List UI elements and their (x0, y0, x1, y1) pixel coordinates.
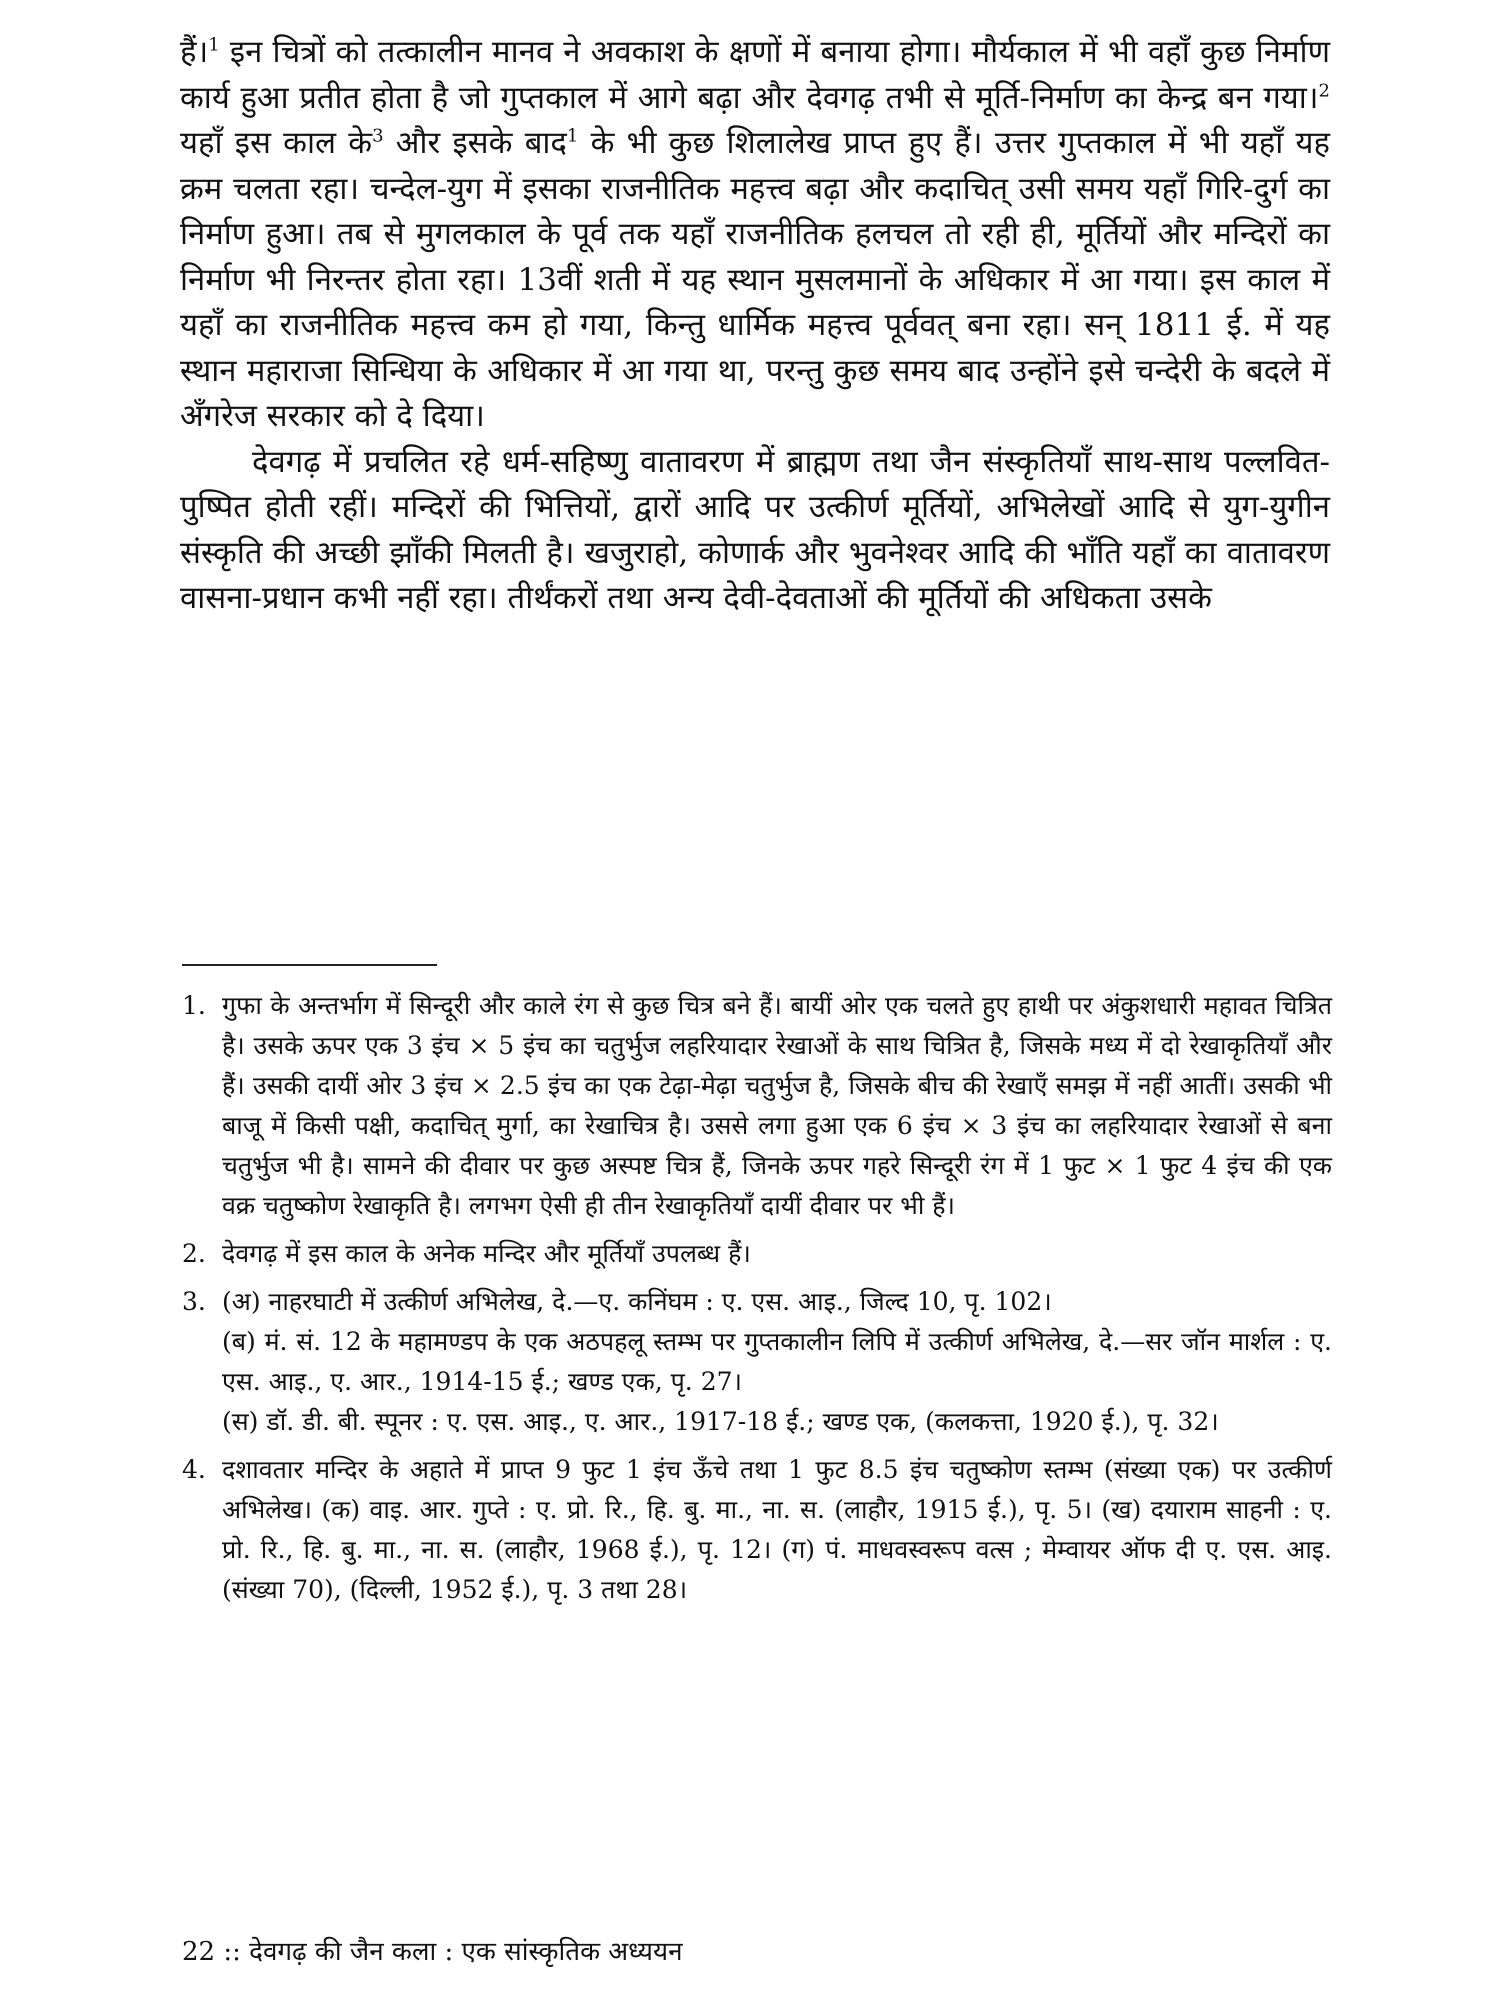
paragraph (180, 30, 1330, 440)
text-run: और इसके बाद (383, 125, 567, 161)
footnote-text: दशावतार मन्दिर के अहाते में प्राप्त 9 फुट 1 इंच ऊँचे तथा 1 फुट 8.5 इंच चतुष्कोण स्तम्भ (संख्या एक) पर उत्कीर्ण अभिलेख। (क) वाइ. आर. गुप्ते : ए. प्रो. रि., हि. बु. मा., ना. स. (लाहौर, 1915 ई.), पृ. 5। (ख) दयाराम साहनी : ए. प्रो. रि., हि. बु. मा., ना. स. (लाहौर, 1968 ई.), पृ. 12। (ग) पं. माधवस्वरूप वत्स ; मेम्वायर ऑफ दी ए. एस. आइ. (संख्या 70), (दिल्ली, 1952 ई.), पृ. 3 तथा 28। (222, 1455, 1332, 1604)
text-run: इन चित्रों को तत्कालीन मानव ने अवकाश के क्षणों में बनाया होगा। मौर्यकाल में भी वहाँ कुछ निर्माण कार्य हुआ प्रतीत होता है जो गुप्तकाल में आगे बढ़ा और देवगढ़ तभी से मूर्ति-निर्माण का केन्द्र बन गया। (180, 34, 1330, 116)
footnote (182, 1234, 1332, 1274)
footnote-number: 3. (182, 1287, 206, 1316)
text-run: के भी कुछ शिलालेख प्राप्त हुए हैं। उत्तर गुप्तकाल में भी यहाँ यह क्रम चलता रहा। चन्देल-युग में इसका राजनीतिक महत्त्व बढ़ा और कदाचित् उसी समय यहाँ गिरि-दुर्ग का निर्माण हुआ। तब से मुगलकाल के पूर्व तक यहाँ राजनीतिक हलचल तो रही ही, मूर्तियों और मन्दिरों का निर्माण भी निरन्तर होता रहा। 13वीं शती में यह स्थान मुसलमानों के अधिकार में आ गया। इस काल में यहाँ का राजनीतिक महत्त्व कम हो गया, किन्तु धार्मिक महत्त्व पूर्ववत् बना रहा। सन् 1811 ई. में यह स्थान महाराजा सिन्धिया के अधिकार में आ गया था, परन्तु कुछ समय बाद उन्होंने इसे चन्देरी के बदले में अँगरेज सरकार को दे दिया। (180, 125, 1331, 434)
footnote-body (222, 1450, 1332, 1610)
footnote-body (222, 1234, 1332, 1274)
text-run: देवगढ़ में प्रचलित रहे धर्म-सहिष्णु वातावरण में ब्राह्मण तथा जैन संस्कृतियाँ साथ-साथ पल्लवित-पुष्पित होती रहीं। मन्दिरों की भित्तियों, द्वारों आदि पर उत्कीर्ण मूर्तियों, अभिलेखों आदि से युग-युगीन संस्कृति की अच्छी झाँकी मिलती है। खजुराहो, कोणार्क और भुवनेश्वर आदि की भाँति यहाँ का वातावरण वासना-प्रधान कभी नहीं रहा। तीर्थंकरों तथा अन्य देवी-देवताओं की मूर्तियों की अधिकता उसके (180, 443, 1330, 616)
footnote-ref: 3 (372, 125, 384, 147)
footnotes (182, 986, 1332, 1618)
footnote-ref: 1 (566, 125, 579, 147)
body-text (180, 30, 1330, 622)
footnote-number: 1. (182, 991, 206, 1020)
footnote (182, 986, 1332, 1226)
footnote-ref: 2 (1318, 80, 1330, 102)
footnote-text: (स) डॉ. डी. बी. स्पूनर : ए. एस. आइ., ए. आर., 1917-18 ई.; खण्ड एक, (कलकत्ता, 1920 ई.), पृ. 32। (222, 1407, 1219, 1436)
footnote-number: 4. (182, 1455, 206, 1484)
footnote-text: (अ) नाहरघाटी में उत्कीर्ण अभिलेख, दे.—ए. कनिंघम : ए. एस. आइ., जिल्द 10, पृ. 102। (222, 1287, 1052, 1316)
footnote-text: गुफा के अन्तर्भाग में सिन्दूरी और काले रंग से कुछ चित्र बने हैं। बायीं ओर एक चलते हुए हाथी पर अंकुशधारी महावत चित्रित है। उसके ऊपर एक 3 इंच × 5 इंच का चतुर्भुज लहरियादार रेखाओं के साथ चित्रित है, जिसके मध्य में दो रेखाकृतियाँ और हैं। उसकी दायीं ओर 3 इंच × 2.5 इंच का एक टेढ़ा-मेढ़ा चतुर्भुज है, जिसके बीच की रेखाएँ समझ में नहीं आतीं। उसकी भी बाजू में किसी पक्षी, कदाचित् मुर्गा, का रेखाचित्र है। उससे लगा हुआ एक 6 इंच × 3 इंच का लहरियादार रेखाओं से बना चतुर्भुज भी है। सामने की दीवार पर कुछ अस्पष्ट चित्र हैं, जिनके ऊपर गहरे सिन्दूरी रंग में 1 फुट × 1 फुट 4 इंच की एक वक्र चतुष्कोण रेखाकृति है। लगभग ऐसी ही तीन रेखाकृतियाँ दायीं दीवार पर भी हैं। (222, 991, 1332, 1220)
footnote-body (222, 986, 1332, 1226)
footnote-text: (ब) मं. सं. 12 के महामण्डप के एक अठपहलू स्तम्भ पर गुप्तकालीन लिपि में उत्कीर्ण अभिलेख, दे.—सर जॉन मार्शल : ए. एस. आइ., ए. आर., 1914-15 ई.; खण्ड एक, पृ. 27। (222, 1327, 1332, 1396)
footnote (182, 1450, 1332, 1610)
text-run: यहाँ इस काल के (180, 125, 373, 161)
footnote-number: 2. (182, 1239, 206, 1268)
text-run: हैं। (180, 34, 209, 70)
footnote-body (222, 1282, 1332, 1442)
footnote-text: देवगढ़ में इस काल के अनेक मन्दिर और मूर्तियाँ उपलब्ध हैं। (222, 1239, 751, 1268)
page-footer: 22 :: देवगढ़ की जैन कला : एक सांस्कृतिक अध्ययन (182, 1937, 683, 1967)
footnote (182, 1282, 1332, 1442)
paragraph (180, 440, 1330, 622)
footnote-ref: 1 (208, 34, 220, 56)
footnote-divider (182, 964, 437, 966)
